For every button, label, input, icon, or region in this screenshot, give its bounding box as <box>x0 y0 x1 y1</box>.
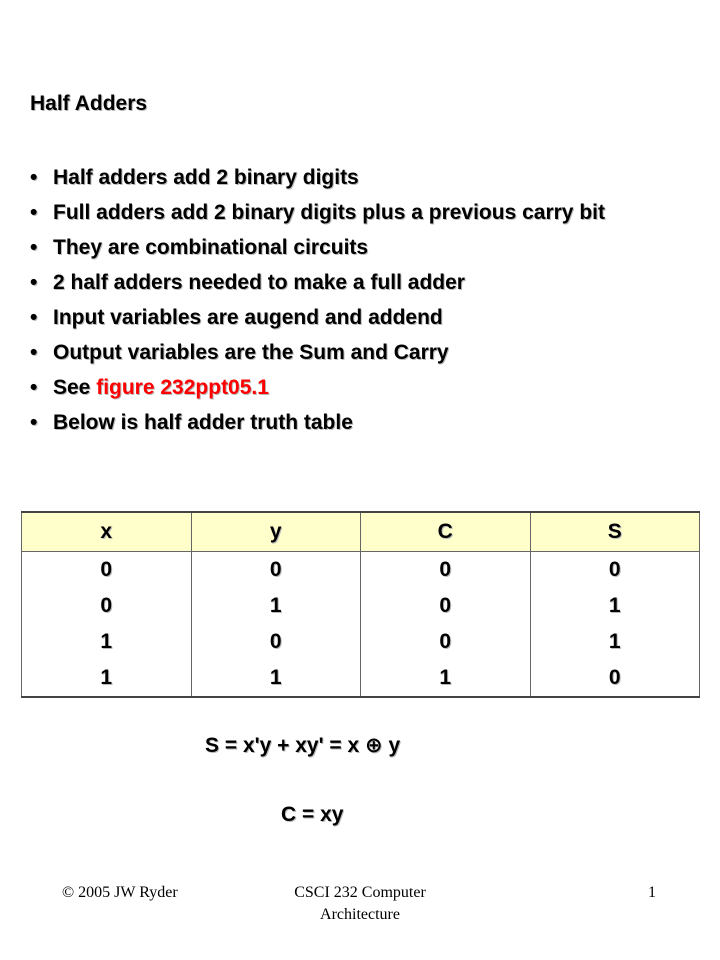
table-cell: 0 <box>191 552 361 589</box>
slide-title: Half Adders <box>30 92 148 115</box>
table-header-row <box>22 512 700 552</box>
bullet-item <box>28 195 668 230</box>
bullet-text: Full adders add 2 binary digits plus a previous carry bit <box>53 201 605 224</box>
table-cell: 1 <box>530 588 700 624</box>
bullet-text: Below is half adder truth table <box>53 411 353 434</box>
bullet-dot-icon: • <box>30 236 38 259</box>
table-cell: 1 <box>22 660 192 697</box>
bullet-item <box>28 405 668 440</box>
bullet-text: Input variables are augend and addend <box>53 306 443 329</box>
bullet-text: They are combinational circuits <box>53 236 369 259</box>
carry-equation: C = xy <box>281 803 344 826</box>
table-cell: 0 <box>22 588 192 624</box>
table-row <box>22 624 700 660</box>
table-header-carry: C <box>361 512 531 552</box>
table-cell: 0 <box>22 552 192 589</box>
figure-reference-link[interactable]: figure 232ppt05.1 <box>96 376 269 399</box>
table-row <box>22 552 700 589</box>
bullet-item <box>28 335 668 370</box>
bullet-item <box>28 300 668 335</box>
bullet-text: Output variables are the Sum and Carry <box>53 341 449 364</box>
footer-page-number: 1 <box>648 884 656 901</box>
table-cell: 0 <box>361 624 531 660</box>
footer-copyright: © 2005 JW Ryder <box>62 884 178 901</box>
sum-equation: S = x'y + xy' = x ⊕ y <box>205 734 401 757</box>
bullet-dot-icon: • <box>30 341 38 364</box>
table-cell: 0 <box>361 588 531 624</box>
bullet-item <box>28 230 668 265</box>
table-cell: 1 <box>191 660 361 697</box>
table-cell: 0 <box>530 660 700 697</box>
bullet-dot-icon: • <box>30 411 38 434</box>
bullet-item <box>28 265 668 300</box>
footer-course-title: CSCI 232 Computer Architecture <box>294 884 426 923</box>
truth-table <box>21 511 700 698</box>
table-header-sum: S <box>530 512 700 552</box>
table-cell: 0 <box>191 624 361 660</box>
bullet-dot-icon: • <box>30 306 38 329</box>
bullet-dot-icon: • <box>30 166 38 189</box>
table-header-x: x <box>22 512 192 552</box>
table-row <box>22 588 700 624</box>
table-cell: 1 <box>361 660 531 697</box>
bullet-dot-icon: • <box>30 376 38 399</box>
table-cell: 1 <box>22 624 192 660</box>
table-cell: 0 <box>530 552 700 589</box>
bullet-text: 2 half adders needed to make a full adder <box>53 271 465 294</box>
table-cell: 1 <box>191 588 361 624</box>
bullet-dot-icon: • <box>30 271 38 294</box>
table-cell: 1 <box>530 624 700 660</box>
table-header-y: y <box>191 512 361 552</box>
bullet-dot-icon: • <box>30 201 38 224</box>
table-cell: 0 <box>361 552 531 589</box>
table-row <box>22 660 700 697</box>
bullet-item <box>28 160 668 195</box>
bullet-list <box>28 160 668 440</box>
bullet-text: See <box>53 376 97 399</box>
bullet-text: Half adders add 2 binary digits <box>53 166 359 189</box>
bullet-item <box>28 370 668 405</box>
